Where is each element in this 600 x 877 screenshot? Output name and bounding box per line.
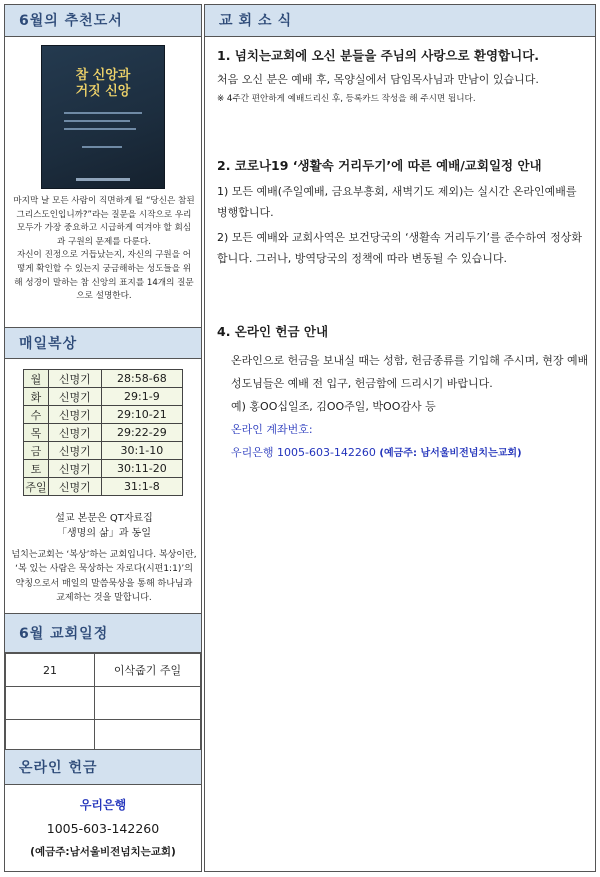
day-cell: 월 <box>24 370 49 388</box>
book-cover-decoration <box>64 112 142 114</box>
news-item-1 <box>217 47 589 107</box>
day-cell: 주일 <box>24 478 49 496</box>
table-row <box>24 406 183 424</box>
reference-cell: 29:1-9 <box>101 388 182 406</box>
table-row <box>24 478 183 496</box>
sermon-note-line-2: 「생명의 삶」과 동일 <box>57 528 151 539</box>
news-item-2-point-2: 2) 모든 예배와 교회사역은 보건당국의 ‘생활속 거리두기’를 준수하여 정상화합니다. 그러나, 방역당국의 정책에 따라 변동될 수 있습니다. <box>217 231 583 265</box>
schedule-section-heading: 6월 교회일정 <box>5 613 201 653</box>
meditation-note: 넘치는교회는 ‘복상’하는 교회입니다. 복상이란, ‘복 있는 사람은 묵상하는 자로다(시편1:1)’의 약칭으로서 매일의 말씀묵상을 통해 하나님과 교제하는 것을 말합니다. <box>11 550 197 604</box>
news-item-4-example: 예) 홍OO십일조, 김OO주일, 박OO감사 등 <box>231 400 436 413</box>
schedule-date-cell <box>6 687 95 720</box>
left-column <box>4 4 202 872</box>
book-description-2: 자신이 진정으로 거듭났는지, 자신의 구원을 어떻게 확인할 수 있는지 궁금해하는 성도들을 위해 성경이 말하는 참 신앙의 표지를 14개의 질문으로 설명한다. <box>14 250 194 302</box>
news-item-1-note: ※ 4주간 편안하게 예배드리신 후, 등록카드 작성을 해 주시면 됩니다. <box>217 94 476 104</box>
book-cell: 신명기 <box>49 478 102 496</box>
news-item-1-title: 1. 넘치는교회에 오신 분들을 주님의 사랑으로 환영합니다. <box>217 48 540 63</box>
online-account-holder: (예금주: 남서울비전넘치는교회) <box>379 448 522 459</box>
table-row <box>6 687 201 720</box>
schedule-event-cell <box>95 720 201 753</box>
reference-cell: 29:22-29 <box>101 424 182 442</box>
book-cell: 신명기 <box>49 406 102 424</box>
table-row <box>24 442 183 460</box>
book-cell: 신명기 <box>49 370 102 388</box>
book-cell: 신명기 <box>49 388 102 406</box>
book-description <box>13 195 195 304</box>
table-row <box>24 388 183 406</box>
bank-name: 우리은행 <box>79 798 127 812</box>
day-cell: 토 <box>24 460 49 478</box>
reference-cell: 31:1-8 <box>101 478 182 496</box>
book-cover-decoration <box>82 146 122 148</box>
book-cell: 신명기 <box>49 460 102 478</box>
reference-cell: 30:11-20 <box>101 460 182 478</box>
news-item-4-text: 온라인으로 헌금을 보내실 때는 성함, 헌금종류를 기입해 주시며, 현장 예배 성도님들은 예배 전 입구, 헌금함에 드리시기 바랍니다. <box>231 354 589 390</box>
news-item-1-text: 처음 오신 분은 예배 후, 목양실에서 담임목사님과 만남이 있습니다. <box>217 73 539 86</box>
book-cover-image <box>41 45 165 189</box>
book-description-1: 마지막 날 모든 사람이 직면하게 될 “당신은 참된 그리스도인입니까?”라는 질문을 시작으로 우리 모두가 가장 중요하고 시급하게 여겨야 할 회심과 구원의 문제를 다룬다. <box>13 196 195 247</box>
daily-section-heading: 매일복상 <box>5 327 201 359</box>
news-item-4 <box>217 323 589 465</box>
schedule-table <box>5 653 201 753</box>
schedule-date-cell <box>6 720 95 753</box>
table-row <box>6 654 201 687</box>
schedule-date-cell: 21 <box>6 654 95 687</box>
online-account-label: 온라인 계좌번호: <box>231 423 313 436</box>
day-cell: 화 <box>24 388 49 406</box>
book-cell: 신명기 <box>49 442 102 460</box>
schedule-event-cell <box>95 687 201 720</box>
online-account: 우리은행 1005-603-142260 <box>231 446 376 459</box>
reference-cell: 29:10-21 <box>101 406 182 424</box>
table-row <box>6 720 201 753</box>
news-section-heading: 교회소식 <box>205 5 595 37</box>
book-cover-title-2: 거짓 신앙 <box>75 84 131 99</box>
table-row <box>24 424 183 442</box>
day-cell: 수 <box>24 406 49 424</box>
daily-reading-table <box>23 369 183 496</box>
day-cell: 금 <box>24 442 49 460</box>
online-account-number <box>217 441 589 465</box>
bank-account-holder: (예금주:남서울비전넘치는교회) <box>30 846 176 858</box>
news-item-2-point-1: 1) 모든 예배(주일예배, 금요부흥회, 새벽기도 제외)는 실시간 온라인예배를 병행합니다. <box>217 185 577 219</box>
news-item-4-title: 4. 온라인 헌금 안내 <box>217 324 329 339</box>
book-cover-decoration <box>64 120 130 122</box>
news-item-2 <box>217 157 589 269</box>
reference-cell: 28:58-68 <box>101 370 182 388</box>
sermon-note-line-1: 설교 본문은 QT자료집 <box>55 513 153 524</box>
table-row <box>24 460 183 478</box>
bank-info <box>5 792 201 859</box>
day-cell: 목 <box>24 424 49 442</box>
sermon-note <box>13 511 195 541</box>
online-offering-heading: 온라인 헌금 <box>5 749 201 785</box>
book-cover-decoration <box>64 128 136 130</box>
bank-account-number: 1005-603-142260 <box>46 821 160 836</box>
table-row <box>24 370 183 388</box>
book-cover-decoration <box>76 178 130 181</box>
book-section-heading: 6월의 추천도서 <box>5 5 201 37</box>
book-cover-title-1: 참 신앙과 <box>75 68 131 83</box>
book-cell: 신명기 <box>49 424 102 442</box>
schedule-event-cell: 이삭줍기 주일 <box>95 654 201 687</box>
bulletin-page <box>4 4 596 872</box>
reference-cell: 30:1-10 <box>101 442 182 460</box>
right-column <box>204 4 596 872</box>
news-item-2-title: 2. 코로나19 ‘생활속 거리두기’에 따른 예배/교회일정 안내 <box>217 158 542 173</box>
